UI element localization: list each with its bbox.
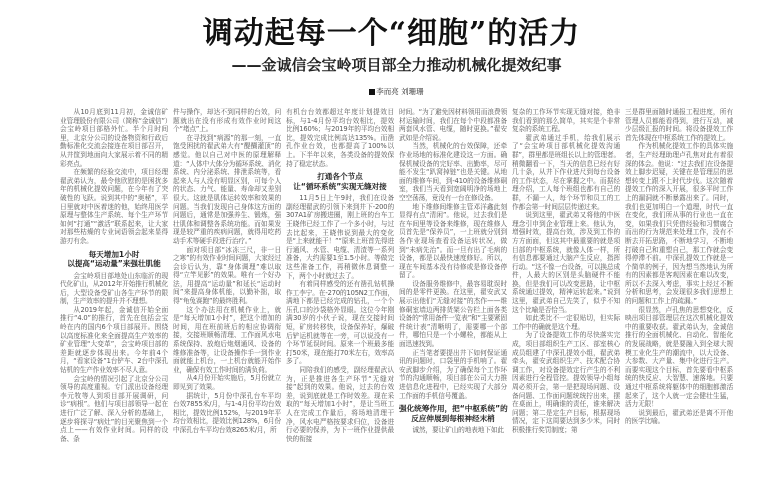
byline bbox=[0, 87, 783, 97]
text-column-4 bbox=[399, 108, 507, 435]
paragraph: 作为机械化提效工作的具体实施者，生产经理助理卢孔焦对此有着很深的体会。他说：“过去我们在设备提效上脚步迟疑，关键在是管理层的思想转变上跟不上时代步伐。这次随着提效工作的深入开展，很多平时工作上的漏洞就不断暴露出来了。同时，我们也更加明白一个道理，时代一直在变化，我们所从事的行业也一直在变，如果我们只凭借经验和习惯腐合而出的行为规范来处理工作，没有不断去开拓思路，不断地学习，不断地打破自己和重塑自己，那工作就会变得停滞不前。中深孔提效工作就是一个简单的例子，因为想当然地认为所有的因素都是客观因素在难以改变，所以不去深入考虑，事实上经过不断分析和思考，会发现很多我们思想上的问题和工作上的疏漏。” bbox=[625, 142, 733, 306]
paragraph: 11月5日上午9时，我们在设备副经理翟武的引领下来到井下-200的307A1矿房搬进圈，刚上班的台车工王晓伟已经工作了一个多小时，与过去比起来，王晓伟说到最大的变化是“上来就能干！”“原来上班首先得进行通风、水管、电缆、清渣等一系列准备，大约需要1至1.5小时。等做完这些准备工作，再稍微休息调整一下，两个小时就过去了。 bbox=[286, 194, 395, 280]
section-heading-line: 强化统筹作用，把“中枢系统”的 bbox=[399, 404, 508, 414]
paragraph: 时间。“为了避免因材料领用而浪费领材运输时间，我们在每个中段都准备两套风水管、电缆，随时更换。”翟安武如是介绍说。 bbox=[399, 108, 507, 142]
byline-marker-icon bbox=[369, 89, 375, 95]
section-heading bbox=[60, 250, 168, 269]
paragraph: 很显然，卢孔焦的思想变化，反映出项目部管理层在这次机械化提效中的重要收获。翟武弟认为，金诚信推行的全面机械化、自动化、智能化的发展战略，就是要融入到全球大规模工业化生产的潮流中，以大设备、大参数、大产量、集中化进行生产。而要实现这个目标，首先要看中枢系统的快反应、大智慧、速落地。只要通过中枢系统将躯体中的细胞都激活起来了，这个人就一定会健壮生猛，活力无限！ bbox=[625, 305, 733, 409]
paragraph: 据统计，5月份中深孔台车平均台效7855米/月，与1-4月份平均台效相比，提效比例152%，与2019年平均台效相比，提效比例128%，6月份中深孔台车平均台效8265米/月，所 bbox=[173, 391, 281, 434]
paragraph: 说到最后，翟武弟还是离不开他的医学比喻。 bbox=[625, 408, 733, 426]
paragraph: 有着同样感受的还有凿孔钻机操作工李宁。在-270的105N2工作面，满地下都是已经完成的钻孔，一个个压孔口的沙袋格外显眼。这位今年刚满30岁的小伙子说，现在交接时间短，矿房转移快，设备保养好，爆破后铲运机就等在一旁，可以说没有一个环节延误时间。原来一个班最多能打50米，现在能打70米左右，效率高多了。 bbox=[286, 280, 394, 366]
paragraph: 有机台台效都超过年度计划提效目标，与1-4月份平均台效相比，提效比例160%；与2019年的平均台效相比，提效完成比例高达135%。而凿孔作业台效，也都提高了100%以上。下半年以来，各类设备的提效保持了稳定状态。 bbox=[286, 108, 394, 168]
text-column-5 bbox=[512, 108, 620, 435]
paragraph: 面对项目部“冰冻三尺，非一日之寒”的有效作业时间问题，大家经过会诊后认为，靠“身体调理”难以取得“立竿见影”的效果。唯有一个好办法，用提高“运动量”和延长“运动时间”来提高身体机能，以勤补拙，取得“龟兔赛跑”的最终胜利。 bbox=[173, 245, 281, 306]
article-subtitle: ——金诚信会宝岭项目部全力推动机械化提效纪事 bbox=[231, 56, 562, 74]
paragraph: 地下维修间维修主管邓洋鑫此刻显得有点“清闲”。他说，过去我们是在车间里等设备来维修，现在维修人员首先是“保养员”，一上班就分别到各作业现场查看设备运转状况，做到“未病先治”。而一旦有出了毛病的设备，都是以最快速度修好。所以，现在车间基本没有待修或是修设备停留了。 bbox=[399, 202, 507, 280]
text-column-1 bbox=[60, 108, 168, 443]
section-heading-line: 以提高“运动量”来强壮肌能 bbox=[67, 259, 161, 268]
paragraph: 诚然，要让矿山的地表地下如此 bbox=[412, 426, 504, 435]
paragraph: 件与操作，却达不到同样的台效，问题就出在没有形成有效作业时间这个“堵点”上。 bbox=[173, 108, 281, 134]
byline-authors: 李而亮 刘珊珊 bbox=[376, 87, 424, 96]
paragraph: 会宝岭项目部地处山东临沂的现代化矿山，从2012年开始推行机械化后，大型设备受矿山各生产环节的限制，生产效率的提升并不理想。 bbox=[60, 271, 168, 306]
paragraph: 如此类比不一定很贴切，但实际工作中的确就是这个理。 bbox=[512, 314, 620, 331]
paragraph: 这个办法用在机械作业上，就是“每天增加1小时”，把这个增加的时间，用在班前班后的相应协调衔接，交接班顺畅清理、工作面风水电系统保持、放炮后炮烟通风、设备的维修准备等，让设备操作手一到作业面就能上机台，一上机台就能开始作业，确保有效工作时间的满负荷。 bbox=[173, 305, 281, 374]
section-heading bbox=[399, 404, 507, 423]
paragraph: 为了设备提效工作的尽快落实完成，项目部组织生产工区、部室核心成员组建了中深孔提效小组，翟武弟牵头，翟安武组织生产、技术配合协调工作，对设备提效定行产生的不利因素进行全程管控。提效领导小组每周必须开会，第一是把现场问题、设备问题、工作面问题统统拧出来，摆在桌面上，明确谁的责任，谁来解决问题；第二是定生产目标，根据现场情况，定下这周要达到多少米，同时积极推行奖罚制度；第 bbox=[512, 331, 620, 434]
text-column-6 bbox=[625, 108, 733, 426]
paragraph: 三是群里面随时通报工程进度，所有管理人员都能看得到，进行互动，减少层级汇报的时间。将设备提效工作首先体现在中枢系统工作的提效上。 bbox=[625, 108, 733, 142]
paragraph: 从10月底到11月初，金诚信矿业管理股份有限公司（简称“金诚信”）会宝岭项目部格外忙。半个月时间里，北京分公司的设备物资和行政后勤标准化交流会接连在项目部召开，从井筐到地面向大家展示着不同的精彩亮点。 bbox=[60, 108, 168, 168]
section-heading-line: 反应伸展到每根神经末梢 bbox=[411, 413, 495, 423]
paragraph: 复杂的工作环节实现无缝对接，绝非我们看到的那么简单，其实是个非常复杂的系统工程。 bbox=[512, 108, 620, 134]
section-heading bbox=[286, 172, 394, 191]
text-column-2 bbox=[173, 108, 281, 435]
paragraph: 在寻找到“病源”的那一刻，一直饱受困扰的翟武弟大有“醍醐灌顶”的感觉。他以自己对中医的原理解释道：“人体中大体分为循环系统、消化系统、内分泌系统、排泄系统等，看起来人与人没有明显区别，可每个人的状态、力气、能量、寿命却又差别很大。这就是肌体运转效率和效果的问题。当我们发现自己身体这方面的问题后，通常是加强养生、锻炼，强壮肌体和调整各系统功能。而如果发现是较严重的疾病问题，就得用吃药动手术等硬手段进行治疗。” bbox=[173, 133, 281, 245]
article-title: 调动起每一个“细胞”的活力 bbox=[202, 16, 581, 51]
paragraph: 翟武弟通过手机，给我们展示了“会宝岭项目部机械化提效沟通群”，群里都是班组长以上的管理者。稍微翻看一下，当天的信息已经有好几十条，从井下作业进尺到每台设备的工作状态，尽在掌握之中。而据经理介绍，工人每个班组也都有自己的群，不漏一人，每个环节和员工的工作都会第一时间层层传递过来。 bbox=[512, 133, 620, 211]
paragraph: 正当笔者要提出井下如何保证通讯的问题时，口袋里的手机响了。翟安武脚步介绍，为了确保每个工作环节的沟通顺畅，项目部在公司大力推进信息化进程中，已经实现了大部分工作面的手机信号覆盖。 bbox=[399, 348, 507, 400]
paragraph: 在频繁的经验交流中，项目经理翟武弟认为，最令他欣慰的是困扰多年的机械化提效问题，在今年有了突破性的飞跃。说到其中的“奥秘”，平日里就对中医着迷的他，始终用医学原理与整体生产系统、每个生产环节如何“打通”“激活”联系起来，让大家对那些枯燥的专业词语领会起来显得游刃有余。 bbox=[60, 168, 168, 245]
section-heading-line: 让“循环系统”实现无缝对接 bbox=[293, 181, 387, 191]
paragraph: 设备服务维修中，最容易耽误时间的是零件更换。在这里，翟安武又展示出他们“无缝对接”的杰作——维修硐室墙边两排货架公告栏上面各类设备的“常用备件一览表”和“主要紧固件统计表”清晰明了，需要哪一个部件，哪怕只是一个小螺栓，都能从上面迅速找到。 bbox=[399, 279, 508, 349]
paragraph: 从2019年起，金诚信开始全面推行“4.0”的推行，首先在包括会宝岭在内的国内6个项目部展开。围绕以高度标准化来全面提高生产效率的矿业管理“大变革”，会宝岭项目部的差距就逐步体现出来。今年前4个月，“看家设备”1台铲车、2台中深孔钻机的生产作业效率不尽人意。 bbox=[60, 305, 168, 375]
paragraph: 当然，机械化的台效保障，还牵作业场地的标准化建设这一方面。确保机械设备的完好率、出勤率，尽可能不发生“趴窝掉链”也是关键。从地面的维修车间，到-410的设备维修硐室，我们当天看到宽阔明净的场地上空空荡荡，竟没有一台在修设备。 bbox=[399, 142, 507, 202]
paragraph: 同陪我们的感受，副经理翟武认为，正是推进各生产环节“无缝对接”起到的效果。他说，过去的台效差，说到底就是工作时效差。现在采取的“每天增加1小时”，是让当班工人在完成工作量后，将场地清理干净，风水电严格按要求归位，设备进行必要的保养，为下一班作业提供最快的衔接 bbox=[286, 366, 394, 443]
text-column-3 bbox=[286, 108, 394, 443]
paragraph: 会宝岭的情况引起了北京分公司领导的高度重视。专门派出设备经理李元牧等人到项目部开展调研，问诊“病根”。他们与项目部领导一起在进行广泛了解、深入分析的基础上，逐步将探寻“病灶”的目光聚焦到一个点上——有效作业时间。同样的设备、条 bbox=[60, 374, 168, 443]
section-heading-line: 每天增加1小时 bbox=[88, 249, 140, 259]
paragraph: 从4月份开始实施后，5月份就立即见到了效果。 bbox=[173, 374, 281, 391]
paragraph: 说到这里，翟武弟又将他的中医理念引申到企业管理上来。他认为，增强时效，提高台效，涉及到工作的方方面面，但这其中最重要的就是项目部的中枢系统，就像人体一样，所有信息都要通过大脑产生反应，指挥行动。“这不像一台设备，可以换总成件，人最大的区别是头脑硬件不能换，但是我们可以改变思路，让中枢系统通过提效，精神运转起来。”说到这里，翟武弟自己先笑了，似乎不知这个比喻是否恰当。 bbox=[512, 211, 620, 314]
section-heading-line: 打通各个节点 bbox=[317, 172, 363, 182]
